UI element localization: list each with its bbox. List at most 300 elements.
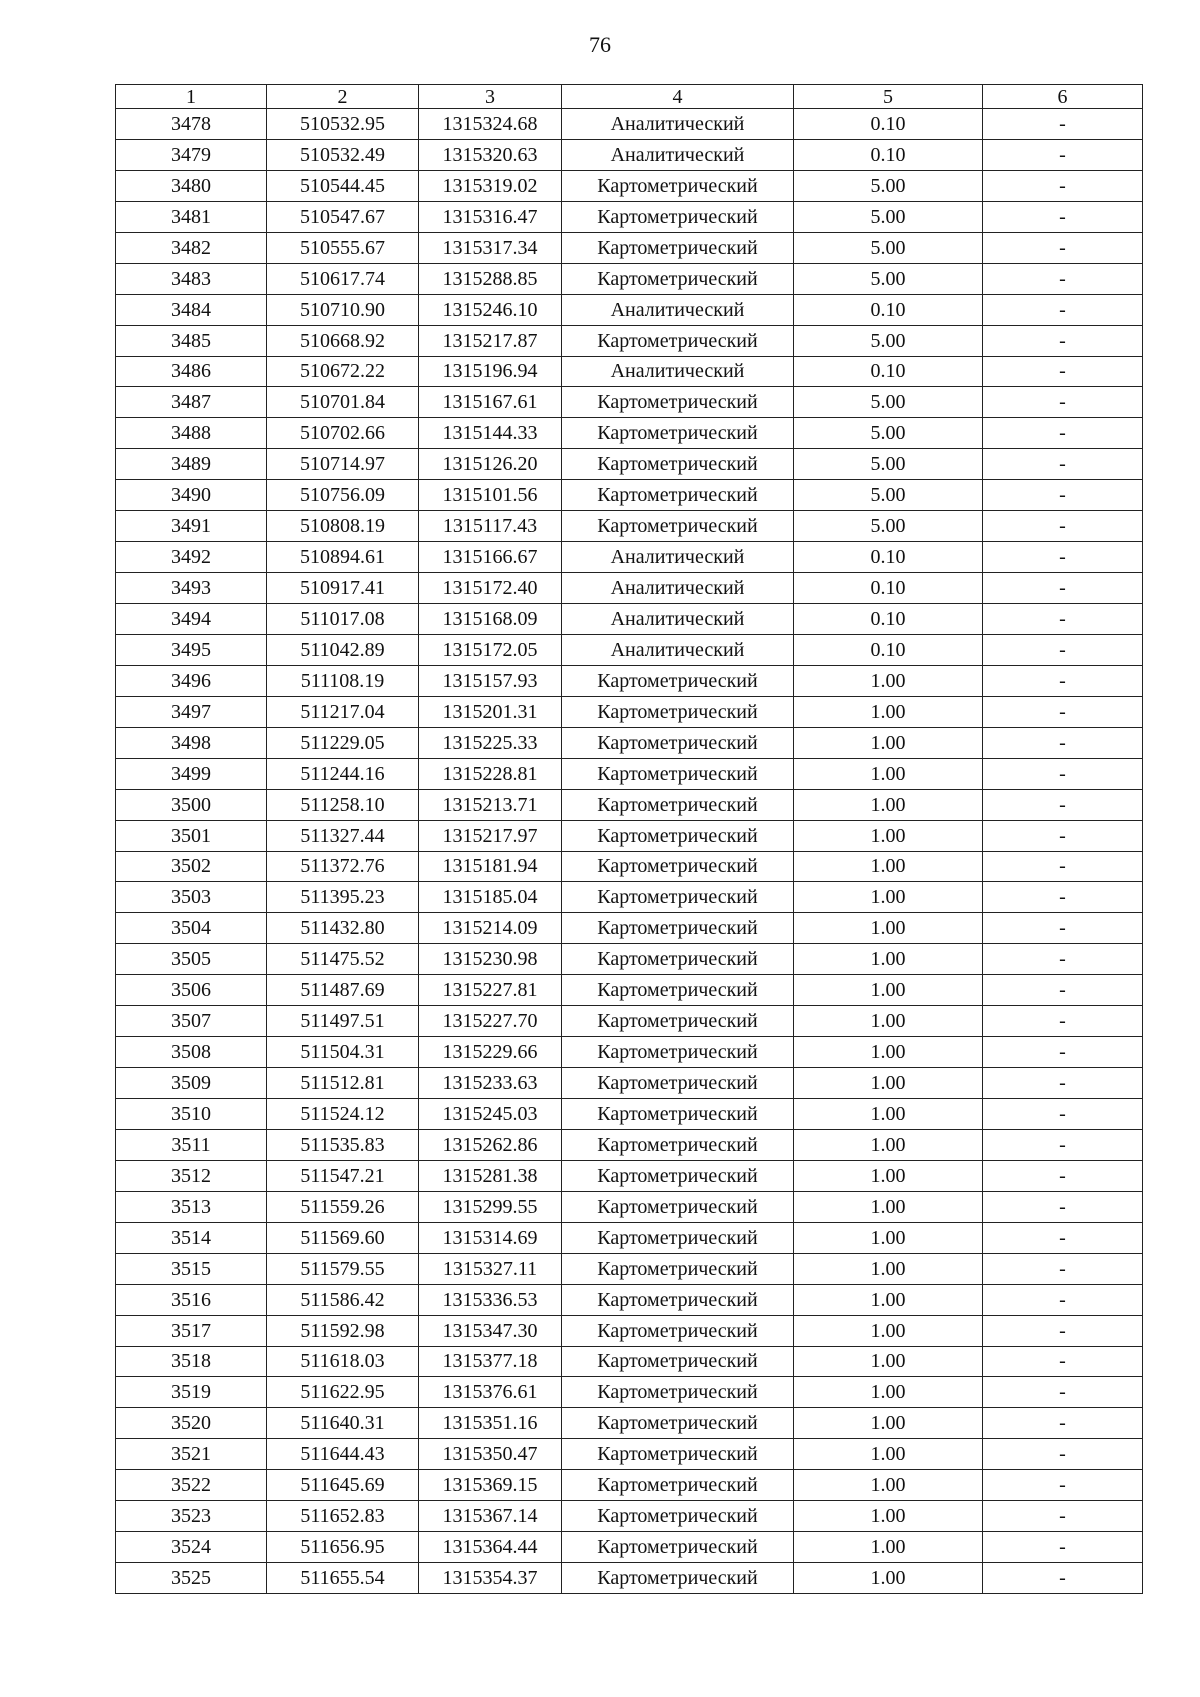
table-header	[116, 85, 1143, 109]
table-row	[116, 201, 1143, 232]
x-coordinate-cell: 510808.19	[267, 511, 419, 542]
accuracy-cell: 1.00	[794, 1191, 983, 1222]
method-cell: Картометрический	[562, 1253, 794, 1284]
accuracy-cell: 1.00	[794, 696, 983, 727]
table-row	[116, 727, 1143, 758]
point-number-cell: 3498	[116, 727, 267, 758]
table-row	[116, 1099, 1143, 1130]
note-cell: -	[983, 325, 1143, 356]
point-number-cell: 3521	[116, 1439, 267, 1470]
table-row	[116, 789, 1143, 820]
accuracy-cell: 1.00	[794, 789, 983, 820]
point-number-cell: 3482	[116, 232, 267, 263]
y-coordinate-cell: 1315246.10	[419, 294, 562, 325]
accuracy-cell: 1.00	[794, 975, 983, 1006]
table-row	[116, 758, 1143, 789]
y-coordinate-cell: 1315336.53	[419, 1284, 562, 1315]
table-row	[116, 573, 1143, 604]
method-cell: Картометрический	[562, 1037, 794, 1068]
table-row	[116, 1222, 1143, 1253]
note-cell: -	[983, 665, 1143, 696]
note-cell: -	[983, 696, 1143, 727]
accuracy-cell: 1.00	[794, 913, 983, 944]
x-coordinate-cell: 510668.92	[267, 325, 419, 356]
y-coordinate-cell: 1315126.20	[419, 449, 562, 480]
column-header: 3	[419, 85, 562, 109]
accuracy-cell: 0.10	[794, 542, 983, 573]
point-number-cell: 3506	[116, 975, 267, 1006]
y-coordinate-cell: 1315299.55	[419, 1191, 562, 1222]
accuracy-cell: 0.10	[794, 634, 983, 665]
note-cell: -	[983, 1284, 1143, 1315]
y-coordinate-cell: 1315230.98	[419, 944, 562, 975]
point-number-cell: 3484	[116, 294, 267, 325]
method-cell: Картометрический	[562, 325, 794, 356]
x-coordinate-cell: 510917.41	[267, 573, 419, 604]
table-row	[116, 1563, 1143, 1594]
x-coordinate-cell: 511042.89	[267, 634, 419, 665]
y-coordinate-cell: 1315185.04	[419, 882, 562, 913]
accuracy-cell: 5.00	[794, 170, 983, 201]
point-number-cell: 3481	[116, 201, 267, 232]
x-coordinate-cell: 511217.04	[267, 696, 419, 727]
method-cell: Картометрический	[562, 1284, 794, 1315]
method-cell: Картометрический	[562, 449, 794, 480]
table-row	[116, 109, 1143, 140]
y-coordinate-cell: 1315227.70	[419, 1006, 562, 1037]
point-number-cell: 3513	[116, 1191, 267, 1222]
y-coordinate-cell: 1315319.02	[419, 170, 562, 201]
x-coordinate-cell: 511475.52	[267, 944, 419, 975]
accuracy-cell: 1.00	[794, 1284, 983, 1315]
table-row	[116, 634, 1143, 665]
y-coordinate-cell: 1315327.11	[419, 1253, 562, 1284]
column-header: 5	[794, 85, 983, 109]
point-number-cell: 3497	[116, 696, 267, 727]
y-coordinate-cell: 1315320.63	[419, 139, 562, 170]
note-cell: -	[983, 975, 1143, 1006]
x-coordinate-cell: 511258.10	[267, 789, 419, 820]
accuracy-cell: 1.00	[794, 1377, 983, 1408]
note-cell: -	[983, 789, 1143, 820]
table-row	[116, 1253, 1143, 1284]
method-cell: Картометрический	[562, 170, 794, 201]
accuracy-cell: 1.00	[794, 820, 983, 851]
table-row	[116, 511, 1143, 542]
table-row	[116, 1068, 1143, 1099]
note-cell: -	[983, 913, 1143, 944]
y-coordinate-cell: 1315227.81	[419, 975, 562, 1006]
point-number-cell: 3504	[116, 913, 267, 944]
page-number: 76	[589, 32, 611, 57]
method-cell: Картометрический	[562, 1532, 794, 1563]
accuracy-cell: 1.00	[794, 944, 983, 975]
y-coordinate-cell: 1315245.03	[419, 1099, 562, 1130]
note-cell: -	[983, 356, 1143, 387]
point-number-cell: 3517	[116, 1315, 267, 1346]
method-cell: Картометрический	[562, 1408, 794, 1439]
method-cell: Аналитический	[562, 542, 794, 573]
point-number-cell: 3491	[116, 511, 267, 542]
accuracy-cell: 1.00	[794, 1068, 983, 1099]
point-number-cell: 3486	[116, 356, 267, 387]
method-cell: Картометрический	[562, 263, 794, 294]
note-cell: -	[983, 1099, 1143, 1130]
y-coordinate-cell: 1315262.86	[419, 1129, 562, 1160]
y-coordinate-cell: 1315317.34	[419, 232, 562, 263]
x-coordinate-cell: 511524.12	[267, 1099, 419, 1130]
x-coordinate-cell: 510702.66	[267, 418, 419, 449]
point-number-cell: 3492	[116, 542, 267, 573]
note-cell: -	[983, 1563, 1143, 1594]
x-coordinate-cell: 511504.31	[267, 1037, 419, 1068]
y-coordinate-cell: 1315157.93	[419, 665, 562, 696]
x-coordinate-cell: 510617.74	[267, 263, 419, 294]
x-coordinate-cell: 511656.95	[267, 1532, 419, 1563]
method-cell: Аналитический	[562, 109, 794, 140]
table-row	[116, 1006, 1143, 1037]
table-row	[116, 882, 1143, 913]
accuracy-cell: 5.00	[794, 449, 983, 480]
x-coordinate-cell: 511655.54	[267, 1563, 419, 1594]
note-cell: -	[983, 604, 1143, 635]
y-coordinate-cell: 1315314.69	[419, 1222, 562, 1253]
y-coordinate-cell: 1315228.81	[419, 758, 562, 789]
y-coordinate-cell: 1315167.61	[419, 387, 562, 418]
point-number-cell: 3514	[116, 1222, 267, 1253]
y-coordinate-cell: 1315214.09	[419, 913, 562, 944]
y-coordinate-cell: 1315288.85	[419, 263, 562, 294]
point-number-cell: 3489	[116, 449, 267, 480]
y-coordinate-cell: 1315229.66	[419, 1037, 562, 1068]
method-cell: Аналитический	[562, 356, 794, 387]
x-coordinate-cell: 511497.51	[267, 1006, 419, 1037]
method-cell: Аналитический	[562, 604, 794, 635]
point-number-cell: 3502	[116, 851, 267, 882]
column-header: 1	[116, 85, 267, 109]
method-cell: Картометрический	[562, 1129, 794, 1160]
method-cell: Картометрический	[562, 1563, 794, 1594]
y-coordinate-cell: 1315324.68	[419, 109, 562, 140]
method-cell: Картометрический	[562, 851, 794, 882]
x-coordinate-cell: 511579.55	[267, 1253, 419, 1284]
accuracy-cell: 5.00	[794, 325, 983, 356]
accuracy-cell: 5.00	[794, 480, 983, 511]
x-coordinate-cell: 510714.97	[267, 449, 419, 480]
table-row	[116, 1532, 1143, 1563]
table-row	[116, 1408, 1143, 1439]
y-coordinate-cell: 1315233.63	[419, 1068, 562, 1099]
table-row	[116, 696, 1143, 727]
accuracy-cell: 1.00	[794, 882, 983, 913]
table-row	[116, 1501, 1143, 1532]
accuracy-cell: 1.00	[794, 1346, 983, 1377]
method-cell: Картометрический	[562, 1346, 794, 1377]
point-number-cell: 3520	[116, 1408, 267, 1439]
table-row	[116, 665, 1143, 696]
accuracy-cell: 1.00	[794, 1099, 983, 1130]
x-coordinate-cell: 511372.76	[267, 851, 419, 882]
note-cell: -	[983, 1439, 1143, 1470]
table-row	[116, 232, 1143, 263]
table-row	[116, 1315, 1143, 1346]
note-cell: -	[983, 758, 1143, 789]
y-coordinate-cell: 1315376.61	[419, 1377, 562, 1408]
x-coordinate-cell: 510547.67	[267, 201, 419, 232]
accuracy-cell: 0.10	[794, 573, 983, 604]
accuracy-cell: 1.00	[794, 851, 983, 882]
x-coordinate-cell: 510532.95	[267, 109, 419, 140]
point-number-cell: 3503	[116, 882, 267, 913]
method-cell: Картометрический	[562, 480, 794, 511]
note-cell: -	[983, 820, 1143, 851]
y-coordinate-cell: 1315117.43	[419, 511, 562, 542]
y-coordinate-cell: 1315168.09	[419, 604, 562, 635]
x-coordinate-cell: 511652.83	[267, 1501, 419, 1532]
note-cell: -	[983, 1470, 1143, 1501]
method-cell: Аналитический	[562, 294, 794, 325]
accuracy-cell: 1.00	[794, 1006, 983, 1037]
note-cell: -	[983, 1532, 1143, 1563]
method-cell: Аналитический	[562, 139, 794, 170]
accuracy-cell: 5.00	[794, 201, 983, 232]
x-coordinate-cell: 511229.05	[267, 727, 419, 758]
x-coordinate-cell: 511644.43	[267, 1439, 419, 1470]
point-number-cell: 3508	[116, 1037, 267, 1068]
y-coordinate-cell: 1315354.37	[419, 1563, 562, 1594]
x-coordinate-cell: 511487.69	[267, 975, 419, 1006]
note-cell: -	[983, 1191, 1143, 1222]
method-cell: Картометрический	[562, 232, 794, 263]
method-cell: Картометрический	[562, 1315, 794, 1346]
x-coordinate-cell: 511535.83	[267, 1129, 419, 1160]
coordinates-table	[115, 84, 1143, 1594]
x-coordinate-cell: 511592.98	[267, 1315, 419, 1346]
y-coordinate-cell: 1315350.47	[419, 1439, 562, 1470]
point-number-cell: 3480	[116, 170, 267, 201]
note-cell: -	[983, 1501, 1143, 1532]
table-row	[116, 1037, 1143, 1068]
method-cell: Картометрический	[562, 1068, 794, 1099]
accuracy-cell: 0.10	[794, 109, 983, 140]
point-number-cell: 3490	[116, 480, 267, 511]
x-coordinate-cell: 511108.19	[267, 665, 419, 696]
point-number-cell: 3522	[116, 1470, 267, 1501]
y-coordinate-cell: 1315181.94	[419, 851, 562, 882]
note-cell: -	[983, 263, 1143, 294]
x-coordinate-cell: 511327.44	[267, 820, 419, 851]
note-cell: -	[983, 1408, 1143, 1439]
note-cell: -	[983, 139, 1143, 170]
x-coordinate-cell: 511017.08	[267, 604, 419, 635]
method-cell: Картометрический	[562, 913, 794, 944]
method-cell: Картометрический	[562, 665, 794, 696]
x-coordinate-cell: 510701.84	[267, 387, 419, 418]
point-number-cell: 3525	[116, 1563, 267, 1594]
point-number-cell: 3499	[116, 758, 267, 789]
note-cell: -	[983, 1346, 1143, 1377]
accuracy-cell: 1.00	[794, 1037, 983, 1068]
accuracy-cell: 5.00	[794, 418, 983, 449]
point-number-cell: 3501	[116, 820, 267, 851]
column-header: 2	[267, 85, 419, 109]
method-cell: Картометрический	[562, 387, 794, 418]
x-coordinate-cell: 511645.69	[267, 1470, 419, 1501]
note-cell: -	[983, 232, 1143, 263]
table-row	[116, 294, 1143, 325]
point-number-cell: 3485	[116, 325, 267, 356]
x-coordinate-cell: 510894.61	[267, 542, 419, 573]
x-coordinate-cell: 510756.09	[267, 480, 419, 511]
point-number-cell: 3494	[116, 604, 267, 635]
note-cell: -	[983, 418, 1143, 449]
accuracy-cell: 1.00	[794, 1470, 983, 1501]
y-coordinate-cell: 1315172.05	[419, 634, 562, 665]
note-cell: -	[983, 882, 1143, 913]
table-row	[116, 139, 1143, 170]
x-coordinate-cell: 510710.90	[267, 294, 419, 325]
table-row	[116, 542, 1143, 573]
y-coordinate-cell: 1315144.33	[419, 418, 562, 449]
method-cell: Картометрический	[562, 1160, 794, 1191]
method-cell: Аналитический	[562, 573, 794, 604]
accuracy-cell: 1.00	[794, 758, 983, 789]
y-coordinate-cell: 1315316.47	[419, 201, 562, 232]
x-coordinate-cell: 510555.67	[267, 232, 419, 263]
method-cell: Картометрический	[562, 201, 794, 232]
y-coordinate-cell: 1315172.40	[419, 573, 562, 604]
table-row	[116, 913, 1143, 944]
y-coordinate-cell: 1315347.30	[419, 1315, 562, 1346]
method-cell: Картометрический	[562, 1439, 794, 1470]
note-cell: -	[983, 851, 1143, 882]
point-number-cell: 3507	[116, 1006, 267, 1037]
method-cell: Картометрический	[562, 975, 794, 1006]
note-cell: -	[983, 1160, 1143, 1191]
y-coordinate-cell: 1315367.14	[419, 1501, 562, 1532]
accuracy-cell: 1.00	[794, 1563, 983, 1594]
accuracy-cell: 0.10	[794, 604, 983, 635]
table-row	[116, 449, 1143, 480]
accuracy-cell: 0.10	[794, 356, 983, 387]
table-row	[116, 975, 1143, 1006]
accuracy-cell: 1.00	[794, 727, 983, 758]
y-coordinate-cell: 1315201.31	[419, 696, 562, 727]
note-cell: -	[983, 944, 1143, 975]
table-row	[116, 604, 1143, 635]
method-cell: Картометрический	[562, 1222, 794, 1253]
accuracy-cell: 0.10	[794, 139, 983, 170]
column-header: 4	[562, 85, 794, 109]
y-coordinate-cell: 1315364.44	[419, 1532, 562, 1563]
method-cell: Картометрический	[562, 1501, 794, 1532]
method-cell: Картометрический	[562, 511, 794, 542]
method-cell: Картометрический	[562, 1191, 794, 1222]
table-row	[116, 1470, 1143, 1501]
table-row	[116, 325, 1143, 356]
accuracy-cell: 5.00	[794, 232, 983, 263]
point-number-cell: 3512	[116, 1160, 267, 1191]
table-row	[116, 480, 1143, 511]
note-cell: -	[983, 1129, 1143, 1160]
x-coordinate-cell: 510544.45	[267, 170, 419, 201]
note-cell: -	[983, 573, 1143, 604]
method-cell: Картометрический	[562, 696, 794, 727]
y-coordinate-cell: 1315196.94	[419, 356, 562, 387]
method-cell: Картометрический	[562, 1470, 794, 1501]
accuracy-cell: 1.00	[794, 1160, 983, 1191]
note-cell: -	[983, 727, 1143, 758]
accuracy-cell: 1.00	[794, 1501, 983, 1532]
note-cell: -	[983, 109, 1143, 140]
note-cell: -	[983, 1006, 1143, 1037]
note-cell: -	[983, 480, 1143, 511]
method-cell: Картометрический	[562, 727, 794, 758]
note-cell: -	[983, 511, 1143, 542]
table-row	[116, 1129, 1143, 1160]
point-number-cell: 3511	[116, 1129, 267, 1160]
point-number-cell: 3496	[116, 665, 267, 696]
table-row	[116, 851, 1143, 882]
table-row	[116, 170, 1143, 201]
note-cell: -	[983, 387, 1143, 418]
point-number-cell: 3510	[116, 1099, 267, 1130]
method-cell: Картометрический	[562, 1006, 794, 1037]
table-body	[116, 109, 1143, 1594]
point-number-cell: 3515	[116, 1253, 267, 1284]
point-number-cell: 3524	[116, 1532, 267, 1563]
y-coordinate-cell: 1315213.71	[419, 789, 562, 820]
method-cell: Картометрический	[562, 758, 794, 789]
x-coordinate-cell: 511618.03	[267, 1346, 419, 1377]
column-header: 6	[983, 85, 1143, 109]
note-cell: -	[983, 201, 1143, 232]
method-cell: Картометрический	[562, 820, 794, 851]
accuracy-cell: 1.00	[794, 665, 983, 696]
note-cell: -	[983, 1222, 1143, 1253]
point-number-cell: 3523	[116, 1501, 267, 1532]
point-number-cell: 3518	[116, 1346, 267, 1377]
y-coordinate-cell: 1315351.16	[419, 1408, 562, 1439]
accuracy-cell: 0.10	[794, 294, 983, 325]
point-number-cell: 3483	[116, 263, 267, 294]
note-cell: -	[983, 542, 1143, 573]
y-coordinate-cell: 1315217.97	[419, 820, 562, 851]
note-cell: -	[983, 1315, 1143, 1346]
accuracy-cell: 1.00	[794, 1532, 983, 1563]
y-coordinate-cell: 1315217.87	[419, 325, 562, 356]
accuracy-cell: 1.00	[794, 1253, 983, 1284]
point-number-cell: 3487	[116, 387, 267, 418]
y-coordinate-cell: 1315101.56	[419, 480, 562, 511]
table-row	[116, 944, 1143, 975]
note-cell: -	[983, 294, 1143, 325]
x-coordinate-cell: 511432.80	[267, 913, 419, 944]
x-coordinate-cell: 511244.16	[267, 758, 419, 789]
x-coordinate-cell: 511640.31	[267, 1408, 419, 1439]
table-row	[116, 820, 1143, 851]
point-number-cell: 3488	[116, 418, 267, 449]
table-row	[116, 387, 1143, 418]
table-row	[116, 1439, 1143, 1470]
method-cell: Картометрический	[562, 418, 794, 449]
point-number-cell: 3495	[116, 634, 267, 665]
point-number-cell: 3500	[116, 789, 267, 820]
x-coordinate-cell: 511622.95	[267, 1377, 419, 1408]
table-row	[116, 1377, 1143, 1408]
y-coordinate-cell: 1315281.38	[419, 1160, 562, 1191]
point-number-cell: 3519	[116, 1377, 267, 1408]
